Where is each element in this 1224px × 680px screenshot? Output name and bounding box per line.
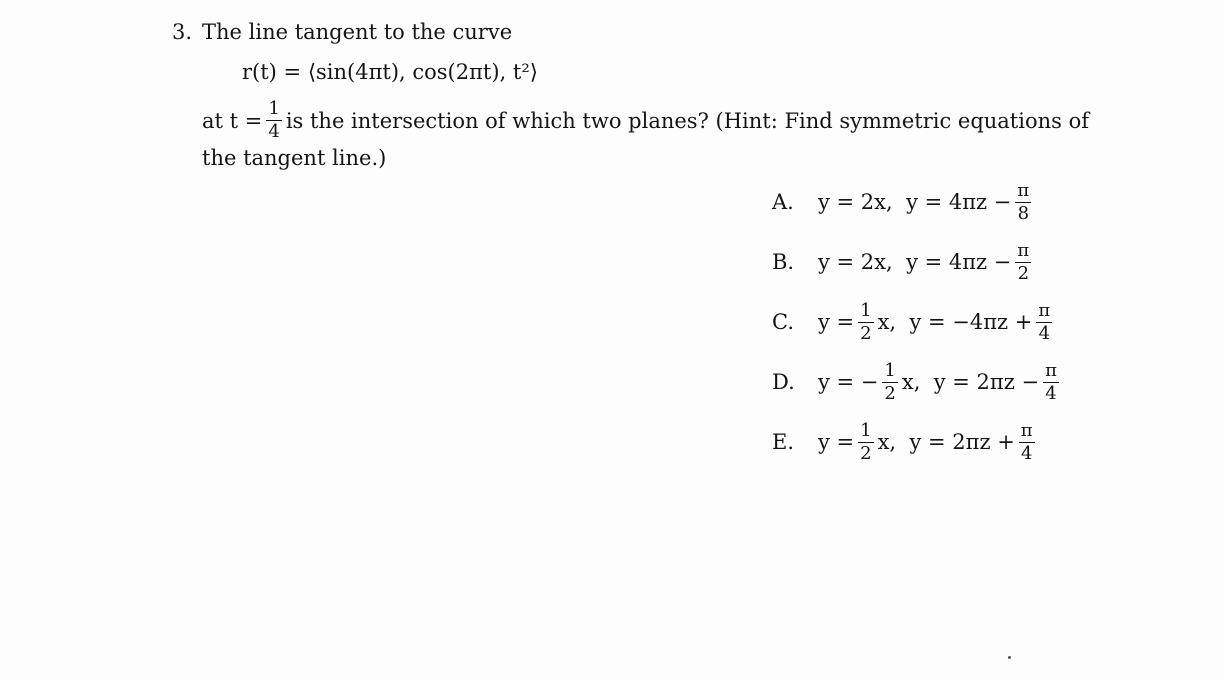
choice-frac2 — [1019, 419, 1035, 464]
frac-num: π — [1020, 419, 1033, 441]
choice-part1: y = 2x, — [818, 250, 893, 274]
question-suffix: is the intersection of which two planes? (Hint: Find symmetric equations of — [285, 108, 1090, 133]
choice-frac1 — [882, 359, 897, 404]
choice-frac1 — [858, 299, 873, 344]
choice-expression — [818, 359, 1063, 404]
choice-expression — [818, 179, 1035, 224]
choice-part2: y = 2πz − — [933, 370, 1040, 394]
choice-part1b: x, — [901, 370, 921, 394]
choice-b[interactable] — [772, 232, 1063, 292]
choice-part1: y = 2x, — [818, 190, 893, 214]
choice-letter: D. — [772, 370, 795, 394]
choice-part1b: x, — [877, 430, 897, 454]
choice-letter: B. — [772, 250, 795, 274]
frac-num: π — [1017, 239, 1030, 261]
frac-den: 4 — [1038, 322, 1051, 344]
choice-e[interactable] — [772, 412, 1063, 472]
question-prefix: at t = — [202, 108, 263, 133]
frac-num: π — [1038, 299, 1051, 321]
choice-expression — [818, 419, 1039, 464]
choice-expression — [818, 239, 1035, 284]
choice-frac2 — [1015, 179, 1031, 224]
choice-letter: A. — [772, 190, 794, 214]
curve-rhs: ⟨sin(4πt), cos(2πt), t²⟩ — [307, 60, 538, 84]
problem-intro: The line tangent to the curve — [202, 20, 513, 44]
choice-frac1 — [858, 419, 873, 464]
curve-lhs: r(t) = — [242, 60, 302, 84]
choice-part1: y = − — [818, 370, 879, 394]
frac-num: 1 — [860, 299, 872, 321]
choice-frac2 — [1036, 299, 1052, 344]
t-fraction — [266, 100, 281, 141]
t-fraction-num: 1 — [268, 98, 280, 119]
question-continuation: the tangent line.) — [202, 146, 387, 170]
frac-den: 4 — [1020, 442, 1033, 464]
choice-part1b: x, — [877, 310, 897, 334]
choice-d[interactable] — [772, 352, 1063, 412]
choice-letter: E. — [772, 430, 795, 454]
frac-den: 8 — [1017, 202, 1030, 224]
frac-den: 2 — [860, 442, 872, 464]
choice-part1: y = — [818, 310, 855, 334]
curve-equation — [242, 60, 538, 84]
frac-den: 4 — [1045, 382, 1057, 404]
frac-num: 1 — [860, 419, 872, 441]
problem-number: 3. — [172, 20, 193, 44]
choice-letter: C. — [772, 310, 794, 334]
answer-choices — [772, 172, 1063, 472]
choice-a[interactable] — [772, 172, 1063, 232]
choice-c[interactable] — [772, 292, 1063, 352]
choice-part2: y = 2πz + — [909, 430, 1015, 454]
scan-speck — [1008, 656, 1011, 659]
choice-part2: y = 4πz − — [906, 190, 1012, 214]
choice-part2: y = 4πz − — [906, 250, 1012, 274]
choice-expression — [818, 299, 1056, 344]
question-line — [202, 100, 1089, 141]
t-fraction-den: 4 — [268, 121, 280, 142]
frac-num: π — [1045, 359, 1057, 381]
choice-frac2 — [1015, 239, 1031, 284]
choice-part2: y = −4πz + — [909, 310, 1033, 334]
frac-den: 2 — [884, 382, 896, 404]
choice-frac2 — [1043, 359, 1059, 404]
frac-den: 2 — [1017, 262, 1030, 284]
choice-part1: y = — [818, 430, 855, 454]
frac-den: 2 — [860, 322, 872, 344]
frac-num: π — [1017, 179, 1030, 201]
frac-num: 1 — [884, 359, 896, 381]
